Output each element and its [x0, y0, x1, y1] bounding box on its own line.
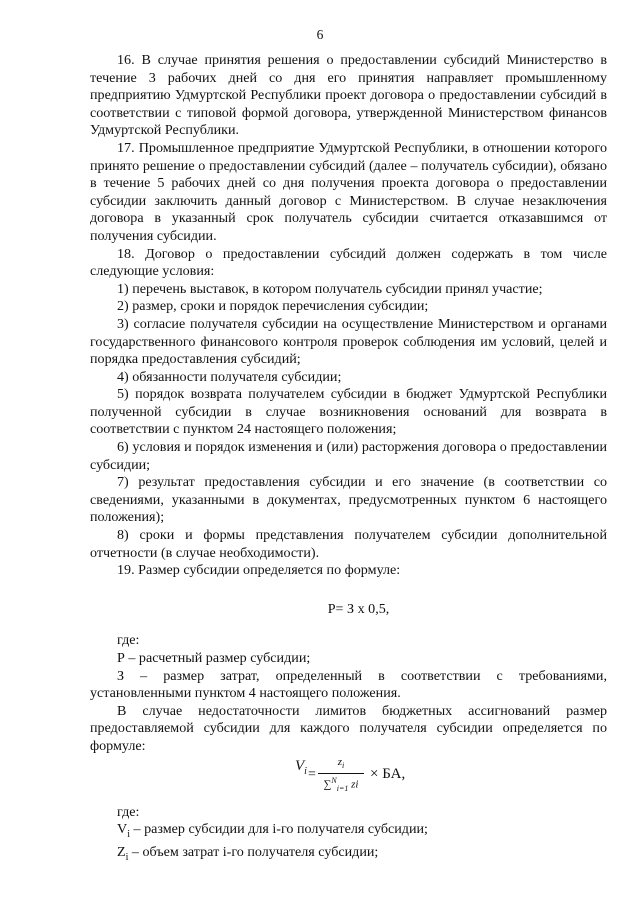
- paragraph-18: 18. Договор о предоставлении субсидий должен содержать в том числе следующие условия:: [90, 245, 607, 280]
- definition-zi: $Z_i$ – объем затрат i-го получателя субсидии;: [117, 843, 379, 863]
- page-number: 6: [316, 27, 324, 42]
- formula-basic: Р= З х 0,5,: [327, 600, 390, 617]
- formula-fraction: [318, 756, 364, 795]
- list-item-1: 1) перечень выставок, в котором получатель субсидии принял участие;: [117, 280, 543, 297]
- list-item-4: 4) обязанности получателя субсидии;: [117, 368, 342, 385]
- formula-denominator: ∑$^N_{i=1}$ zi: [323, 775, 359, 793]
- paragraph-19: 19. Размер субсидии определяется по формуле:: [117, 562, 401, 579]
- definition-z: З – размер затрат, определенный в соответствии с требованиями, установленными пунктом 4 настоящего положения.: [90, 667, 607, 702]
- list-item-8: 8) сроки и формы представления получателем субсидии дополнительной отчетности (в случае необходимости).: [90, 527, 607, 561]
- formula-tail: × БА,: [370, 765, 406, 782]
- formula-lhs: $V_i$: [295, 757, 307, 777]
- definition-vi: $V_i$ – размер субсидии для i-го получателя субсидии;: [117, 821, 428, 840]
- list-item-3: 3) согласие получателя субсидии на осуществление Министерством и органами государственного финансового контроля проверок соблюдения им условий, целей и порядка предоставления субсидий;: [90, 315, 607, 368]
- paragraph-16: 16. В случае принятия решения о предоставлении субсидий Министерство в течение 3 рабочих дней со дня его принятия направляет промышленному предприятию Удмуртской Республики проект договора о предоставлении субсидий в соответствии с типовой формой договора, утвержденной Министерством финансов Удмуртской Республики.: [90, 52, 607, 139]
- paragraph-17: 17. Промышленное предприятие Удмуртской Республики, в отношении которого принято решение о предоставлении субсидий (далее – получатель субсидии), обязано в течение 5 рабочих дней со дня получения проекта договора о предоставлении субсидии заключить данный договор с Министерством. В случае незаключения договора в указанный срок получатель субсидии считается отказавшимся от получения субсидии.: [90, 139, 607, 244]
- definition-p: Р – расчетный размер субсидии;: [117, 650, 311, 666]
- formula-proportional: [90, 756, 607, 804]
- document-body: [90, 52, 607, 866]
- list-item-6: 6) условия и порядок изменения и (или) расторжения договора о предоставлении субсидии;: [90, 439, 607, 473]
- formula-numerator: $z_i$: [318, 756, 364, 774]
- where-label-1: где:: [117, 632, 140, 649]
- where-label-2: где:: [117, 803, 140, 820]
- formula-equals: =: [308, 766, 316, 782]
- paragraph-lack-of-limits: В случае недостаточности лимитов бюджетных ассигнований размер предоставляемой субсидии для каждого получателя субсидии определяется по формуле:: [90, 702, 607, 754]
- list-item-2: 2) размер, сроки и порядок перечисления субсидии;: [117, 298, 429, 315]
- list-item-7: 7) результат предоставления субсидии и его значение (в соответствии со сведениями, указанными в документах, предусмотренных пунктом 6 настоящего положения);: [90, 474, 607, 526]
- list-item-5: 5) порядок возврата получателем субсидии в бюджет Удмуртской Республики полученной субсидии в случае возникновения оснований для возврата в соответствии с пунктом 24 настоящего положения;: [90, 386, 607, 438]
